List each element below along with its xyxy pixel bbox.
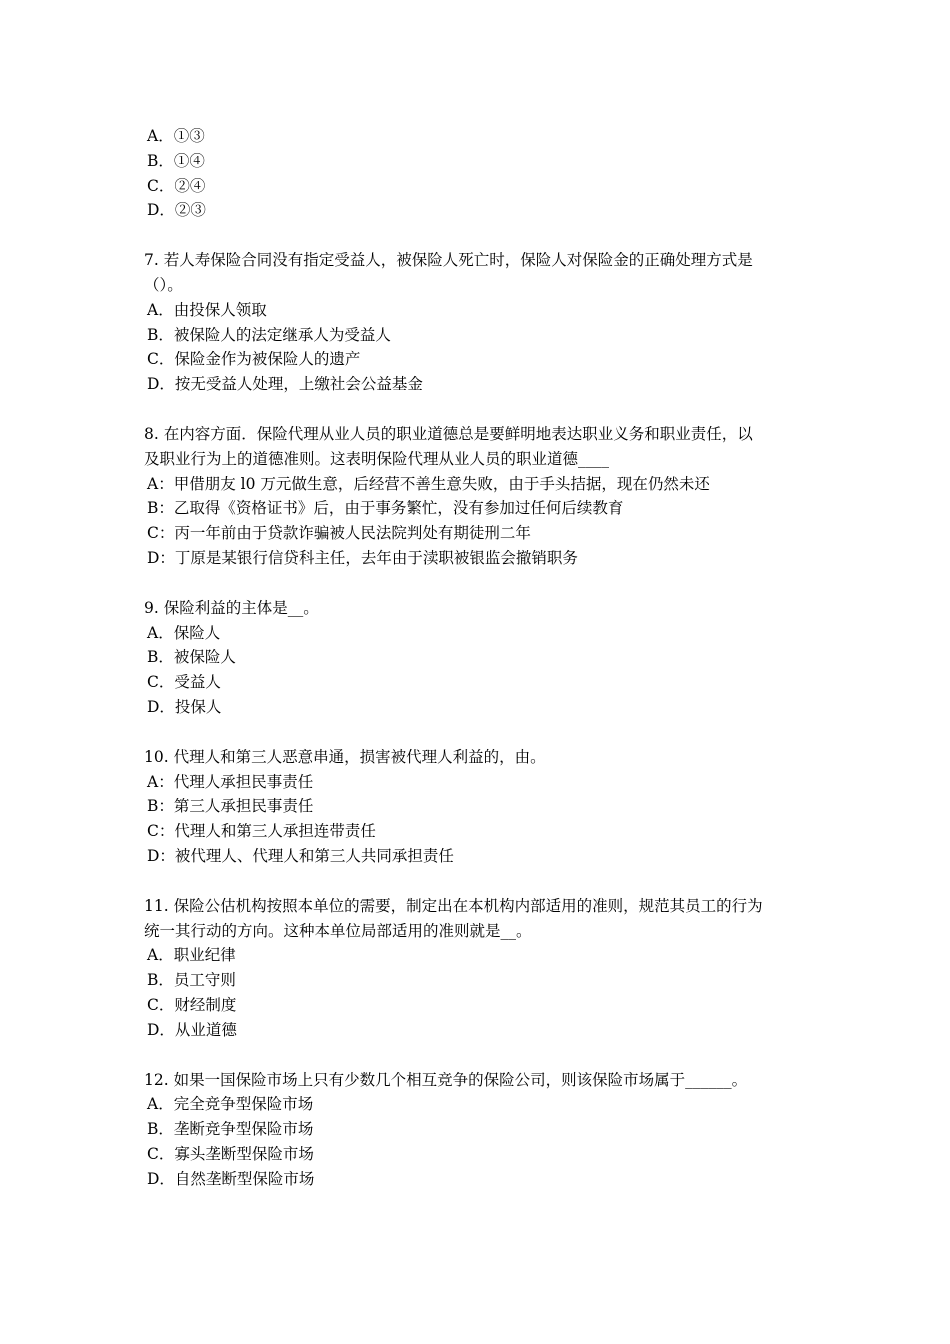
- previous-question-options: [144, 124, 814, 223]
- spacer: [144, 720, 814, 745]
- option-c: C．受益人: [147, 673, 221, 692]
- option-a: A．①③: [147, 127, 205, 145]
- option-d: D：被代理人、代理人和第三人共同承担责任: [147, 846, 454, 865]
- question-stem-line: 统一其行动的方向。这种本单位局部适用的准则就是__。: [144, 921, 532, 940]
- option-c: C．②④: [147, 176, 206, 195]
- question-stem-line: 及职业行为上的道德准则。这表明保险代理从业人员的职业道德____: [144, 449, 610, 468]
- spacer: [144, 1043, 814, 1068]
- option-d: D．自然垄断型保险市场: [147, 1169, 315, 1188]
- question-stem-line: 11. 保险公估机构按照本单位的需要，制定出在本机构内部适用的准则，规范其员工的行为: [144, 896, 763, 915]
- spacer: [144, 397, 814, 422]
- option-b: B：乙取得《资格证书》后，由于事务繁忙，没有参加过任何后续教育: [147, 499, 624, 518]
- question-8: [144, 422, 814, 571]
- spacer: [144, 869, 814, 894]
- option-b: B．垄断竞争型保险市场: [147, 1120, 314, 1139]
- option-a: A．完全竞争型保险市场: [147, 1095, 314, 1114]
- option-c: C．财经制度: [147, 995, 237, 1014]
- question-stem-line: 7. 若人寿保险合同没有指定受益人，被保险人死亡时，保险人对保险金的正确处理方式是: [144, 251, 753, 270]
- option-a: A：代理人承担民事责任: [147, 772, 314, 791]
- question-stem-line: （）。: [144, 275, 183, 294]
- question-stem-line: 9. 保险利益的主体是__。: [144, 598, 319, 617]
- option-b: B．被保险人: [147, 648, 236, 667]
- document-page: [144, 124, 814, 1191]
- question-stem-line: 10. 代理人和第三人恶意串通，损害被代理人利益的，由。: [144, 747, 546, 766]
- option-a: A．保险人: [147, 623, 221, 642]
- option-d: D．按无受益人处理，上缴社会公益基金: [147, 375, 423, 394]
- option-b: B．①④: [147, 151, 205, 170]
- option-d: D．从业道德: [147, 1020, 237, 1039]
- spacer: [144, 223, 814, 248]
- option-d: D：丁原是某银行信贷科主任，去年由于渎职被银监会撤销职务: [147, 548, 578, 567]
- option-d: D．②③: [147, 201, 206, 220]
- question-stem-line: 12. 如果一国保险市场上只有少数几个相互竞争的保险公司，则该保险市场属于______。: [144, 1070, 748, 1089]
- question-12: [144, 1068, 814, 1192]
- option-c: C．寡头垄断型保险市场: [147, 1144, 314, 1163]
- question-7: [144, 248, 814, 397]
- option-b: B：第三人承担民事责任: [147, 797, 314, 816]
- option-d: D．投保人: [147, 697, 222, 716]
- question-9: [144, 596, 814, 720]
- question-10: [144, 745, 814, 869]
- spacer: [144, 571, 814, 596]
- option-a: A．职业纪律: [147, 946, 236, 965]
- option-a: A：甲借朋友 l0 万元做生意，后经营不善生意失败，由于手头拮据，现在仍然未还: [147, 474, 710, 493]
- option-c: C：丙一年前由于贷款诈骗被人民法院判处有期徒刑二年: [147, 524, 531, 543]
- question-11: [144, 894, 814, 1043]
- question-stem-line: 8. 在内容方面．保险代理从业人员的职业道德总是要鲜明地表达职业义务和职业责任，以: [144, 424, 753, 443]
- option-b: B．被保险人的法定继承人为受益人: [147, 325, 391, 344]
- option-a: A．由投保人领取: [147, 300, 267, 319]
- option-b: B．员工守则: [147, 971, 236, 990]
- option-c: C：代理人和第三人承担连带责任: [147, 822, 376, 841]
- option-c: C．保险金作为被保险人的遗产: [147, 350, 361, 369]
